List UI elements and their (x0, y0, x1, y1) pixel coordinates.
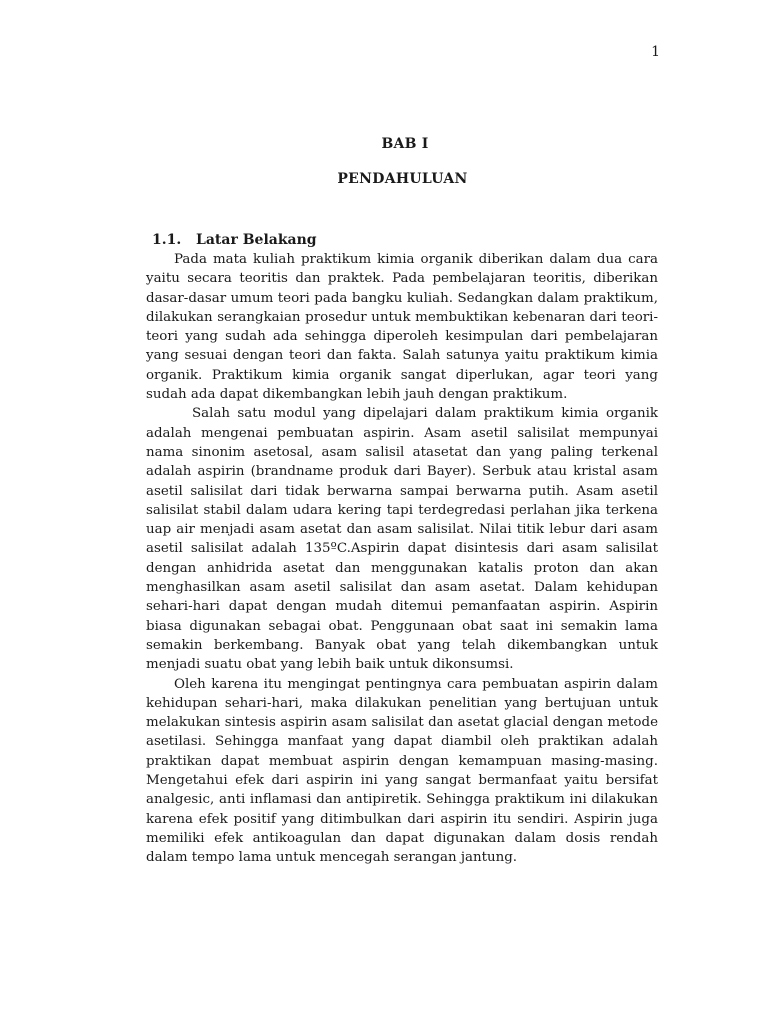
section-heading (152, 232, 317, 248)
paragraph: Oleh karena itu mengingat pentingnya cara pembuatan aspirin dalam kehidupan sehari-hari, maka dilakukan penelitian yang bertujuan untuk melakukan sintesis aspirin asam salisilat dan asetat glacial dengan metode asetilasi. Sehingga manfaat yang dapat diambil oleh praktikan adalah praktikan dapat membuat aspirin dengan kemampuan masing-masing. Mengetahui efek dari aspirin ini yang sangat bermanfaat yaitu bersifat analgesic, anti inflamasi dan antipiretik. Sehingga praktikum ini dilakukan karena efek positif yang ditimbulkan dari aspirin itu sendiri. Aspirin juga memiliki efek antikoagulan dan dapat digunakan dalam dosis rendah dalam tempo lama untuk mencegah serangan jantung. (146, 676, 658, 866)
section-number: 1.1. (152, 232, 182, 248)
page-number: 1 (651, 44, 660, 60)
chapter-title: PENDAHULUAN (337, 171, 468, 187)
body-text (146, 250, 658, 868)
section-title: Latar Belakang (196, 232, 317, 248)
paragraph: Salah satu modul yang dipelajari dalam praktikum kimia organik adalah mengenai pembuatan aspirin. Asam asetil salisilat mempunyai nama sinonim asetosal, asam salisil atasetat dan yang paling terkenal adalah aspirin (brandname produk dari Bayer). Serbuk atau kristal asam asetil salisilat dari tidak berwarna sampai berwarna putih. Asam asetil salisilat stabil dalam udara kering tapi terdegredasi perlahan jika terkena uap air menjadi asam asetat dan asam salisilat. Nilai titik lebur dari asam asetil salisilat adalah 135ºC.Aspirin dapat disintesis dari asam salisilat dengan anhidrida asetat dan menggunakan katalis proton dan akan menghasilkan asam asetil salisilat dan asam asetat. Dalam kehidupan sehari-hari dapat dengan mudah ditemui pemanfaatan aspirin. Aspirin biasa digunakan sebagai obat. Penggunaan obat saat ini semakin lama semakin berkembang. Banyak obat yang telah dikembangkan untuk menjadi suatu obat yang lebih baik untuk dikonsumsi. (146, 406, 658, 673)
paragraph: Pada mata kuliah praktikum kimia organik diberikan dalam dua cara yaitu secara teoritis dan praktek. Pada pembelajaran teoritis, diberikan dasar-dasar umum teori pada bangku kuliah. Sedangkan dalam praktikum, dilakukan serangkaian prosedur untuk membuktikan kebenaran dari teori-teori yang sudah ada sehingga diperoleh kesimpulan dari pembelajaran yang sesuai dengan teori dan fakta. Salah satunya yaitu praktikum kimia organik. Praktikum kimia organik sangat diperlukan, agar teori yang sudah ada dapat dikembangkan lebih jauh dengan praktikum. (146, 252, 658, 403)
chapter-label: BAB I (381, 136, 429, 152)
